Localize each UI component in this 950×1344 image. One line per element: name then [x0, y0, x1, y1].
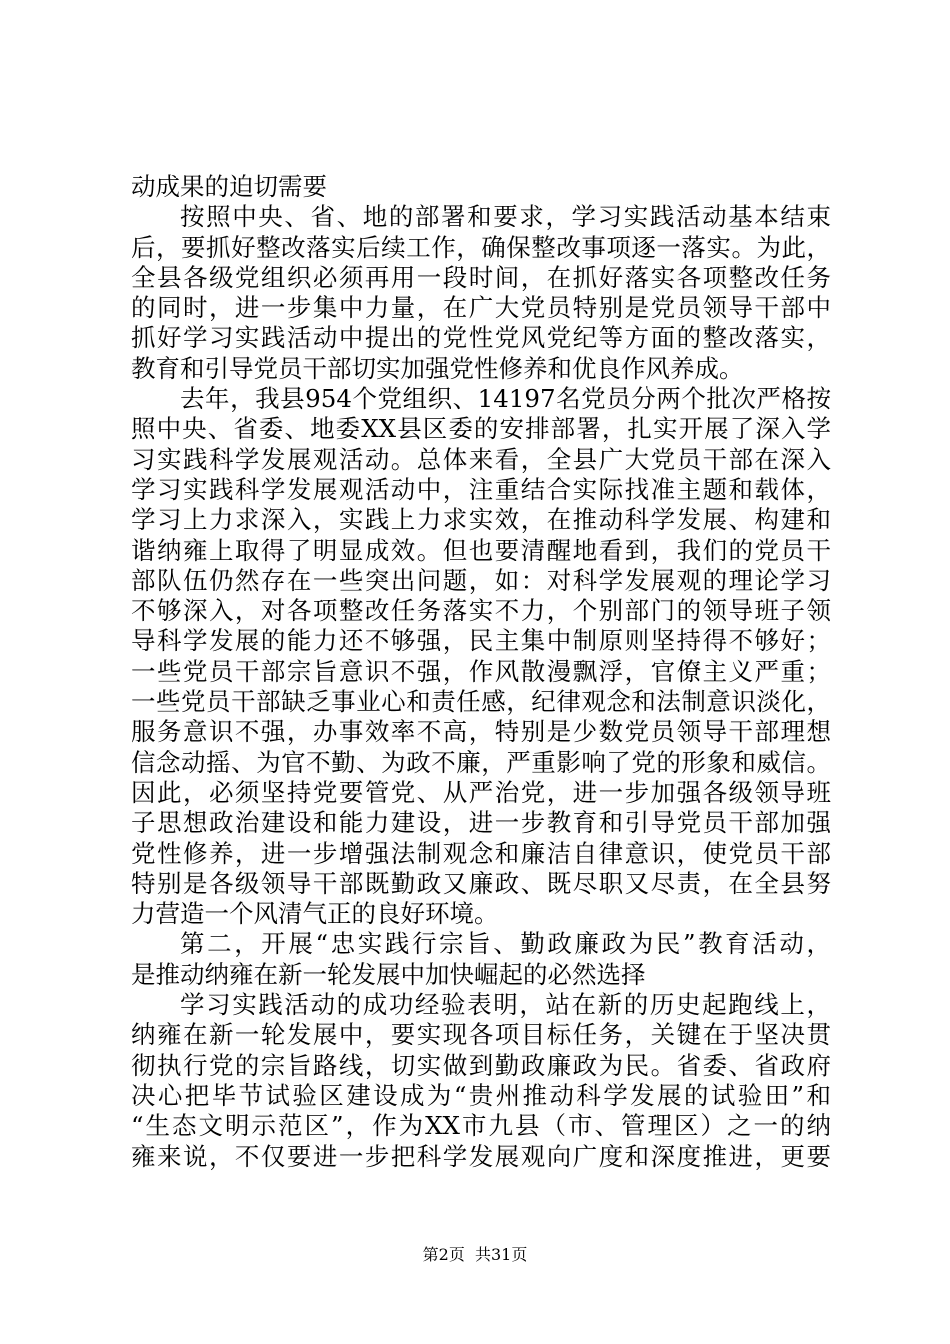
text-line: 导科学发展的能力还不够强，民主集中制原则坚持得不够好； [131, 626, 831, 656]
text-line: 信念动摇、为官不勤、为政不廉，严重影响了党的形象和威信。 [131, 747, 831, 777]
text-line: “生态文明示范区”，作为XX市九县（市、管理区）之一的纳 [131, 1111, 831, 1141]
text-line: 全县各级党组织必须再用一段时间，在抓好落实各项整改任务 [131, 262, 831, 292]
text-line: 习实践科学发展观活动。总体来看，全县广大党员干部在深入 [131, 444, 831, 474]
text-line: 是推动纳雍在新一轮发展中加快崛起的必然选择 [131, 959, 646, 989]
text-line: 照中央、省委、地委XX县区委的安排部署，扎实开展了深入学 [131, 414, 831, 444]
text-line: 雍来说，不仅要进一步把科学发展观向广度和深度推进，更要 [131, 1141, 831, 1171]
text-line: 按照中央、省、地的部署和要求，学习实践活动基本结束 [180, 202, 831, 232]
text-line: 力营造一个风清气正的良好环境。 [131, 899, 499, 929]
text-line: 动成果的迫切需要 [131, 172, 327, 201]
text-line: 彻执行党的宗旨路线，切实做到勤政廉政为民。省委、省政府 [131, 1050, 831, 1080]
text-line: 部队伍仍然存在一些突出问题，如：对科学发展观的理论学习 [131, 565, 831, 595]
text-line: 子思想政治建设和能力建设，进一步教育和引导党员干部加强 [131, 808, 831, 838]
text-line: 不够深入，对各项整改任务落实不力，个别部门的领导班子领 [131, 596, 831, 626]
text-line: 学习实践科学发展观活动中，注重结合实际找准主题和载体， [131, 474, 831, 504]
text-line: 特别是各级领导干部既勤政又廉政、既尽职又尽责，在全县努 [131, 868, 831, 898]
text-line: 第二，开展“忠实践行宗旨、勤政廉政为民”教育活动， [180, 929, 831, 959]
document-body [131, 172, 831, 1172]
text-line: 去年，我县954个党组织、14197名党员分两个批次严格按 [180, 384, 831, 414]
text-line: 抓好学习实践活动中提出的党性党风党纪等方面的整改落实， [131, 323, 831, 353]
text-line: 教育和引导党员干部切实加强党性修养和优良作风养成。 [131, 353, 744, 383]
text-line: 党性修养，进一步增强法制观念和廉洁自律意识，使党员干部 [131, 838, 831, 868]
text-line: 纳雍在新一轮发展中，要实现各项目标任务，关键在于坚决贯 [131, 1020, 831, 1050]
text-line: 一些党员干部缺乏事业心和责任感，纪律观念和法制意识淡化， [131, 687, 831, 717]
text-line: 因此，必须坚持党要管党、从严治党，进一步加强各级领导班 [131, 777, 831, 807]
text-line: 服务意识不强，办事效率不高，特别是少数党员领导干部理想 [131, 717, 831, 747]
text-line: 学习实践活动的成功经验表明，站在新的历史起跑线上， [180, 990, 831, 1020]
text-line: 后，要抓好整改落实后续工作，确保整改事项逐一落实。为此， [131, 232, 831, 262]
page-footer: 第2页 共31页 [422, 1245, 528, 1264]
text-line: 的同时，进一步集中力量，在广大党员特别是党员领导干部中 [131, 293, 831, 323]
text-line: 一些党员干部宗旨意识不强，作风散漫飘浮，官僚主义严重； [131, 656, 831, 686]
text-line: 学习上力求深入，实践上力求实效，在推动科学发展、构建和 [131, 505, 831, 535]
text-line: 决心把毕节试验区建设成为“贵州推动科学发展的试验田”和 [131, 1080, 831, 1110]
text-line: 谐纳雍上取得了明显成效。但也要清醒地看到，我们的党员干 [131, 535, 831, 565]
